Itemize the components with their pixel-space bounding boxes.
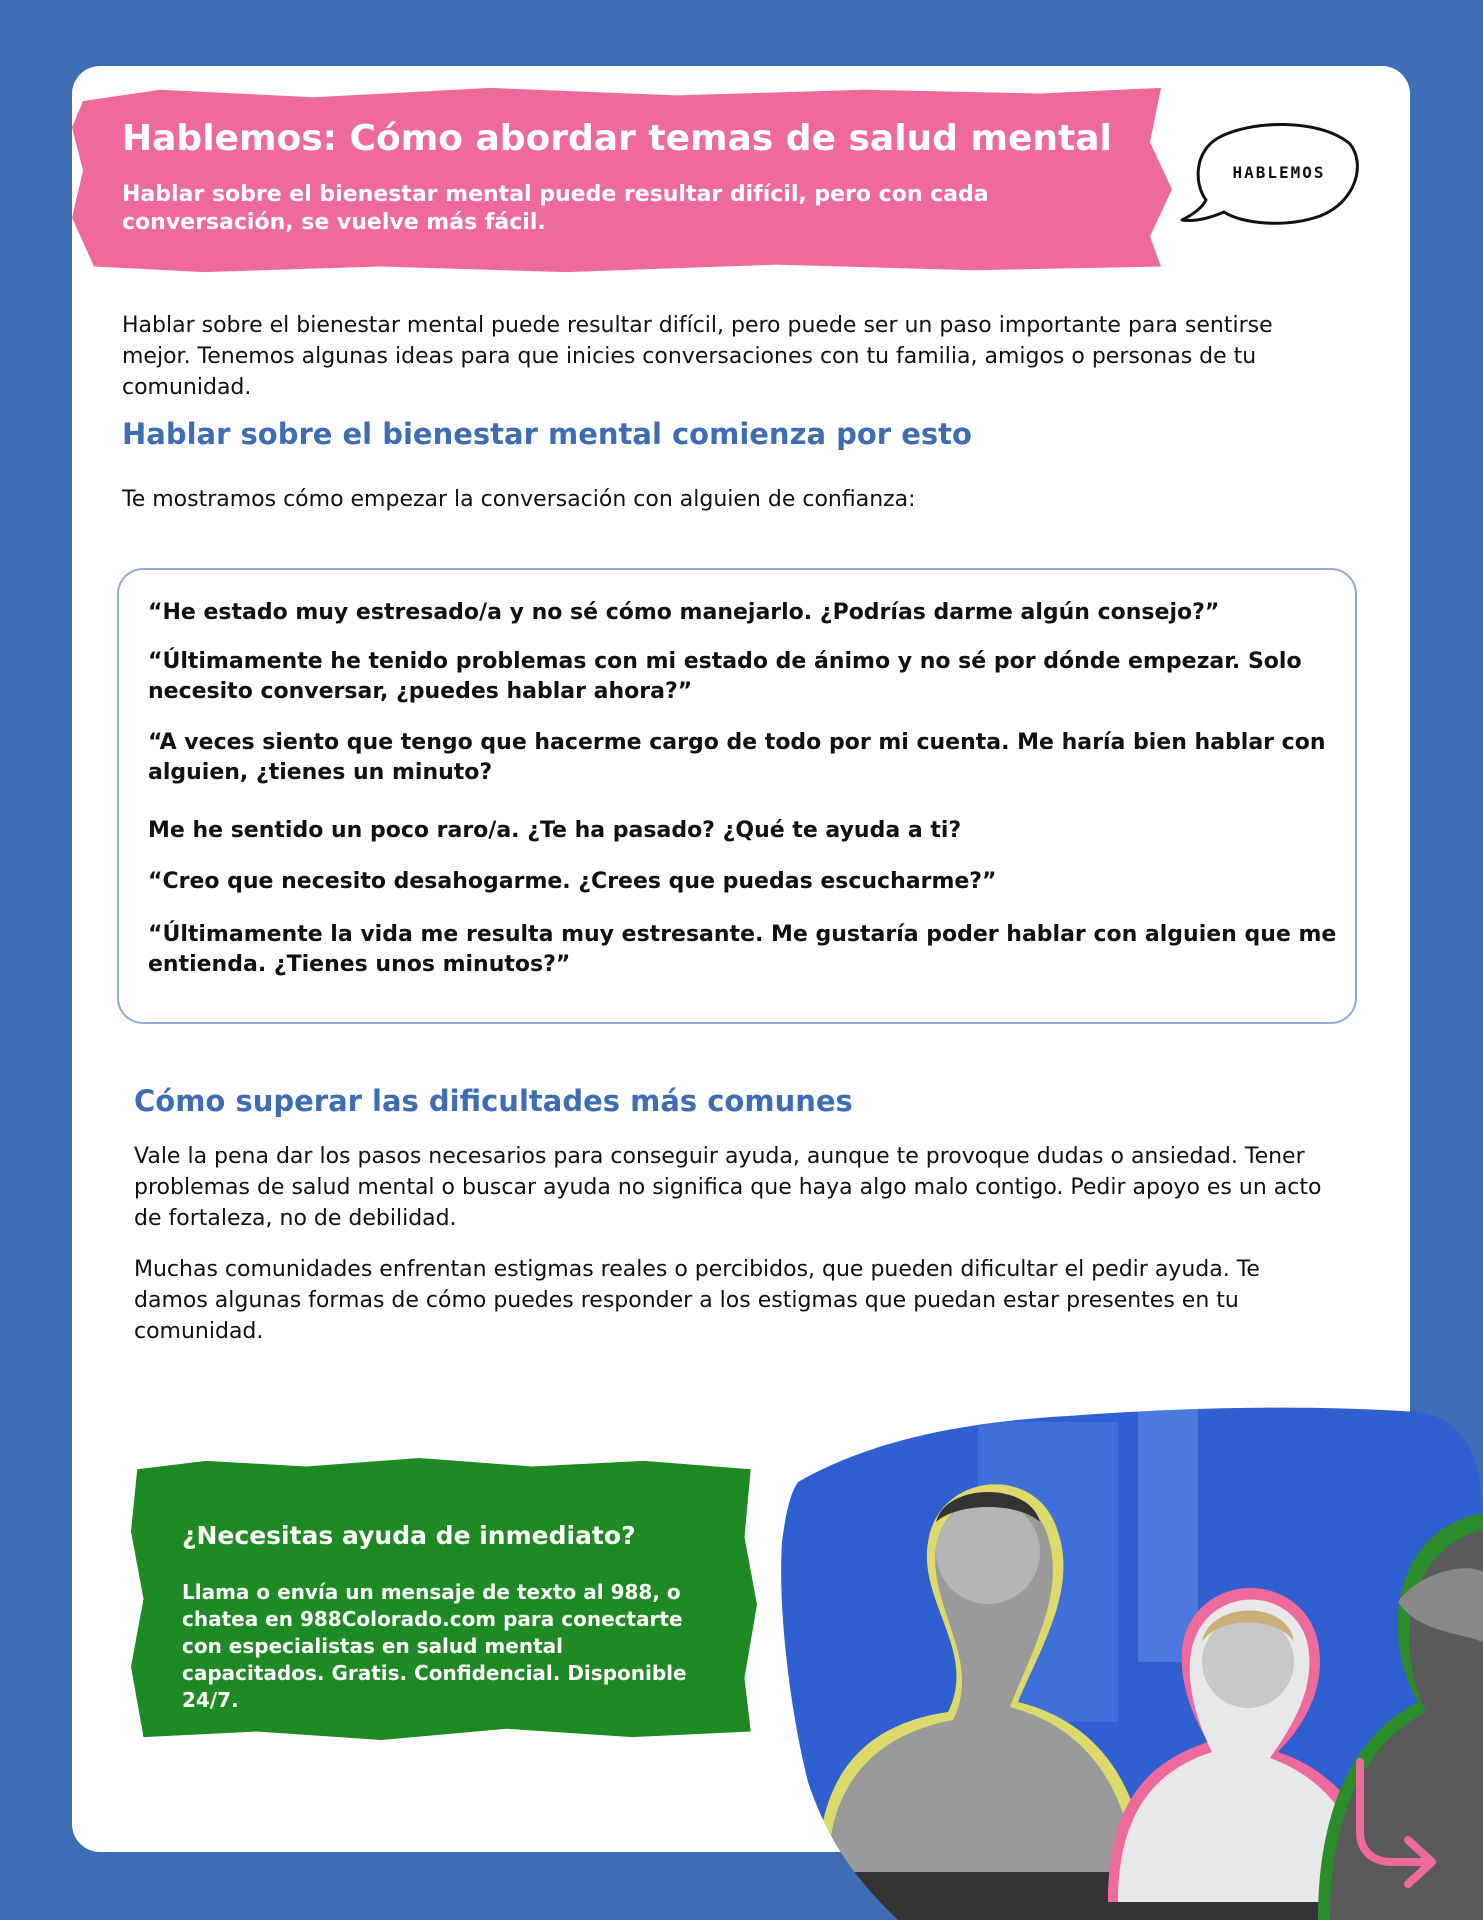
- quote-item: “Creo que necesito desahogarme. ¿Crees que puedas escucharme?”: [148, 869, 997, 894]
- header-banner: [72, 86, 1172, 274]
- section-lead: Te mostramos cómo empezar la conversación con alguien de confianza:: [122, 487, 916, 512]
- speech-bubble-text: HABLEMOS: [1232, 163, 1326, 182]
- quote-item: “Últimamente he tenido problemas con mi estado de ánimo y no sé por dónde empezar. Solo necesito conversar, ¿puedes hablar ahora?”: [148, 649, 1302, 704]
- difficulties-paragraph-2: Muchas comunidades enfrentan estigmas reales o percibidos, que pueden dificultar el pedir ayuda. Te damos algunas formas de cómo puedes responder a los estigmas que puedan estar presentes en tu comunidad.: [134, 1257, 1260, 1344]
- page-subtitle: Hablar sobre el bienestar mental puede resultar difícil, pero con cada conversación, se vuelve más fácil.: [122, 182, 989, 235]
- quote-item: “He estado muy estresado/a y no sé cómo manejarlo. ¿Podrías darme algún consejo?”: [148, 600, 1220, 625]
- quote-item: “A veces siento que tengo que hacerme cargo de todo por mi cuenta. Me haría bien hablar con alguien, ¿tienes un minuto?: [148, 730, 1326, 785]
- quote-item: “Últimamente la vida me resulta muy estresante. Me gustaría poder hablar con alguien que me entienda. ¿Tienes unos minutos?”: [148, 922, 1337, 977]
- page-title: Hablemos: Cómo abordar temas de salud mental: [122, 118, 1112, 159]
- section-heading-start: Hablar sobre el bienestar mental comienza por esto: [122, 417, 972, 451]
- intro-text: Hablar sobre el bienestar mental puede resultar difícil, pero puede ser un paso importante para sentirse mejor. Tenemos algunas ideas para que inicies conversaciones con tu familia, amigos o personas de tu comunidad.: [122, 313, 1273, 400]
- quote-item: Me he sentido un poco raro/a. ¿Te ha pasado? ¿Qué te ayuda a ti?: [148, 818, 962, 843]
- section-heading-difficulties: Cómo superar las dificultades más comunes: [134, 1084, 853, 1118]
- difficulties-paragraph-1: Vale la pena dar los pasos necesarios para conseguir ayuda, aunque te provoque dudas o ansiedad. Tener problemas de salud mental o buscar ayuda no significa que haya algo malo contigo. Pedir apoyo es un acto de fortaleza, no de debilidad.: [134, 1144, 1322, 1231]
- help-box-title: ¿Necesitas ayuda de inmediato?: [182, 1521, 636, 1550]
- people-photo: [778, 1402, 1483, 1920]
- help-box-text: Llama o envía un mensaje de texto al 988, o chatea en 988Colorado.com para conectarte con especialistas en salud mental capacitados. Gratis. Confidencial. Disponible 24/7.: [182, 1580, 687, 1712]
